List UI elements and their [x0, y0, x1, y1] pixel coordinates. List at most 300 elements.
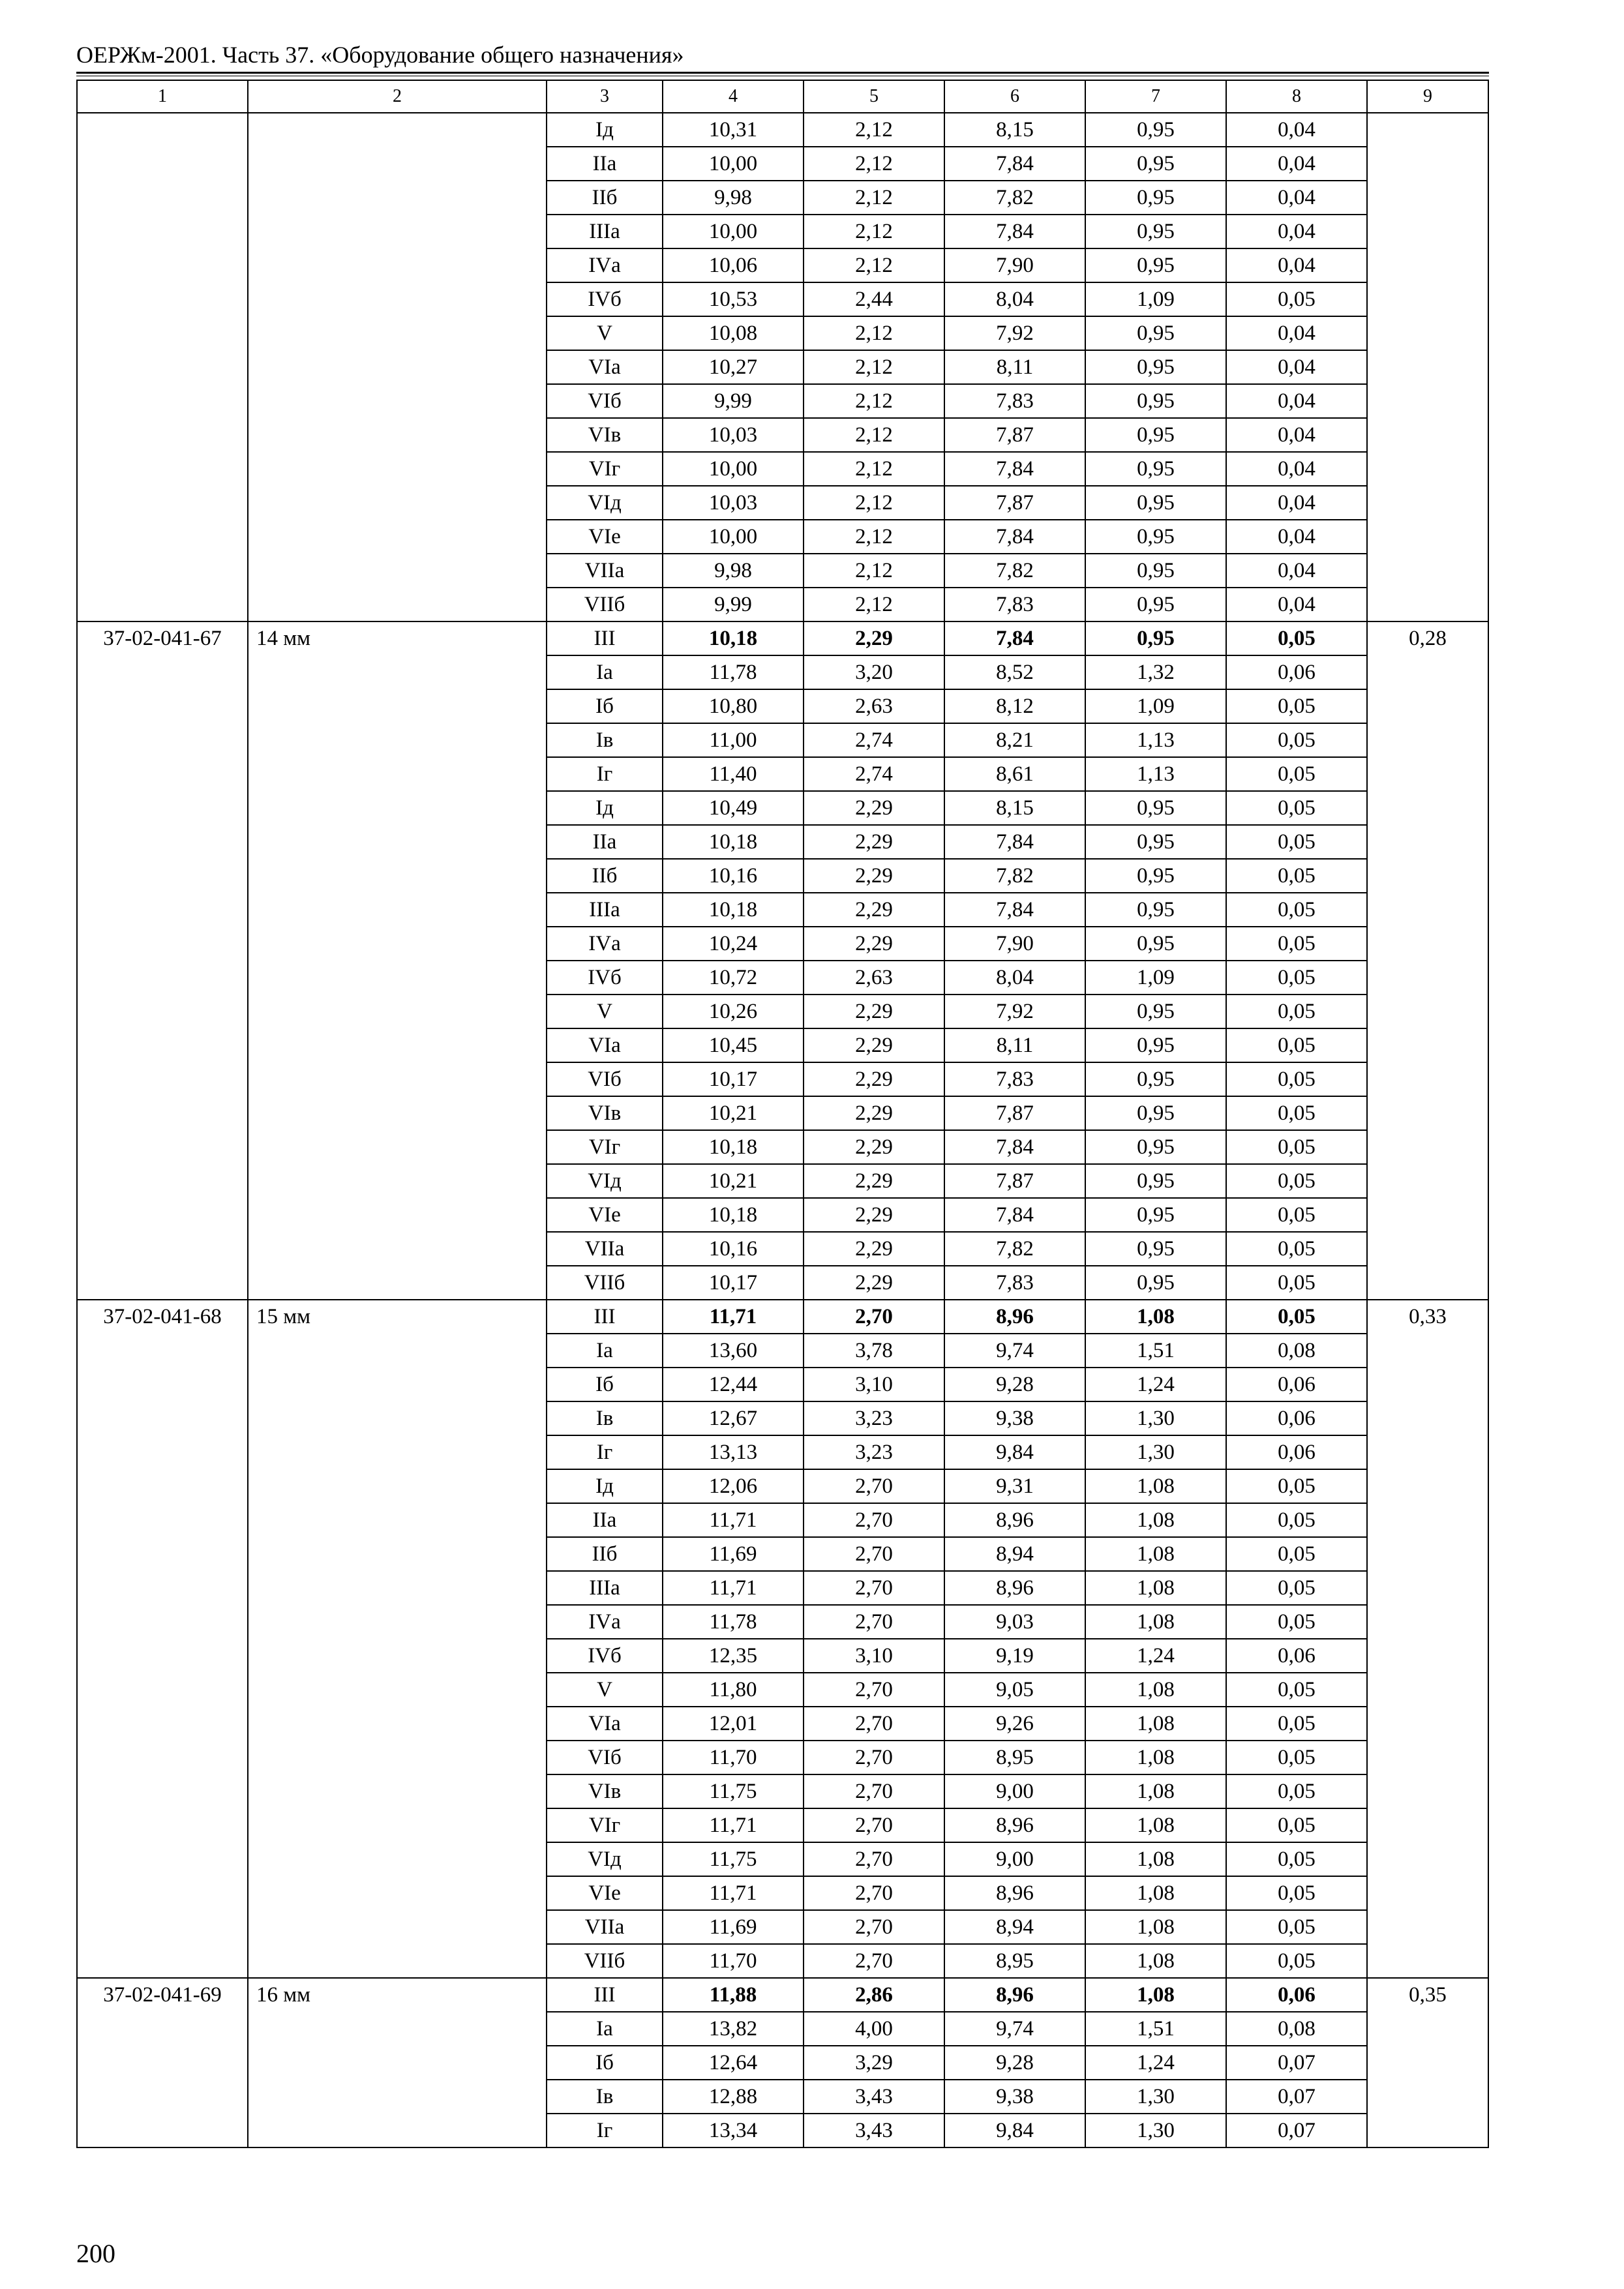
value-cell-6: 9,74 [944, 1334, 1085, 1368]
value-cell-7: 1,08 [1085, 1503, 1226, 1537]
value-cell-6: 8,52 [944, 655, 1085, 689]
rate-code-cell: 37-02-041-68 [77, 1300, 248, 1978]
zone-cell: III [547, 1978, 663, 2012]
value-cell-7: 1,08 [1085, 1469, 1226, 1503]
value-cell-8: 0,05 [1226, 825, 1367, 859]
value-cell-8: 0,04 [1226, 350, 1367, 384]
zone-cell: VIв [547, 418, 663, 452]
value-cell-6: 9,28 [944, 1368, 1085, 1401]
column-number: 4 [663, 80, 804, 113]
value-cell-5: 2,29 [804, 995, 944, 1028]
value-cell-7: 0,95 [1085, 1028, 1226, 1062]
value-cell-5: 2,29 [804, 825, 944, 859]
value-cell-6: 7,82 [944, 181, 1085, 215]
value-cell-7: 1,24 [1085, 1639, 1226, 1673]
zone-cell: Iг [547, 757, 663, 791]
value-cell-4: 11,70 [663, 1944, 804, 1978]
value-cell-8: 0,05 [1226, 1741, 1367, 1774]
value-cell-4: 11,69 [663, 1537, 804, 1571]
value-cell-8: 0,05 [1226, 1842, 1367, 1876]
value-cell-6: 7,83 [944, 588, 1085, 621]
value-cell-5: 2,70 [804, 1673, 944, 1707]
value-cell-4: 10,17 [663, 1266, 804, 1300]
value-cell-4: 11,70 [663, 1741, 804, 1774]
value-cell-5: 3,20 [804, 655, 944, 689]
value-cell-5: 2,70 [804, 1300, 944, 1334]
zone-cell: Iб [547, 1368, 663, 1401]
value-cell-4: 10,18 [663, 1198, 804, 1232]
value-cell-5: 2,12 [804, 554, 944, 588]
zone-cell: IIа [547, 147, 663, 181]
value-cell-4: 10,21 [663, 1164, 804, 1198]
column-number: 2 [248, 80, 547, 113]
zone-cell: III [547, 621, 663, 655]
zone-cell: VIд [547, 486, 663, 520]
value-cell-4: 11,78 [663, 1605, 804, 1639]
value-cell-6: 7,87 [944, 486, 1085, 520]
value-cell-8: 0,05 [1226, 282, 1367, 316]
value-cell-5: 2,12 [804, 520, 944, 554]
value-cell-6: 9,19 [944, 1639, 1085, 1673]
value-cell-6: 8,96 [944, 1300, 1085, 1334]
value-cell-8: 0,05 [1226, 689, 1367, 723]
value-cell-4: 9,99 [663, 384, 804, 418]
zone-cell: IIа [547, 1503, 663, 1537]
value-cell-8: 0,05 [1226, 995, 1367, 1028]
value-cell-4: 11,88 [663, 1978, 804, 2012]
zone-cell: III [547, 1300, 663, 1334]
zone-cell: IVб [547, 961, 663, 995]
value-cell-8: 0,04 [1226, 554, 1367, 588]
value-cell-7: 1,08 [1085, 1808, 1226, 1842]
value-cell-8: 0,05 [1226, 723, 1367, 757]
value-cell-7: 0,95 [1085, 147, 1226, 181]
value-cell-4: 12,35 [663, 1639, 804, 1673]
value-cell-5: 2,29 [804, 1062, 944, 1096]
value-cell-7: 1,08 [1085, 1605, 1226, 1639]
value-cell-8: 0,04 [1226, 452, 1367, 486]
value-cell-4: 11,78 [663, 655, 804, 689]
value-cell-5: 2,29 [804, 859, 944, 893]
value-cell-8: 0,05 [1226, 791, 1367, 825]
value-cell-6: 7,92 [944, 995, 1085, 1028]
value-cell-5: 2,74 [804, 757, 944, 791]
table-row [77, 1300, 1488, 1334]
value-cell-6: 9,00 [944, 1842, 1085, 1876]
zone-cell: Iд [547, 113, 663, 147]
zone-cell: IIIа [547, 1571, 663, 1605]
value-cell-5: 2,70 [804, 1842, 944, 1876]
zone-cell: IVа [547, 1605, 663, 1639]
value-cell-8: 0,05 [1226, 1537, 1367, 1571]
value-cell-4: 10,00 [663, 520, 804, 554]
value-cell-6: 8,95 [944, 1944, 1085, 1978]
value-cell-8: 0,05 [1226, 1808, 1367, 1842]
value-cell-7: 1,30 [1085, 1401, 1226, 1435]
value-cell-6: 8,15 [944, 791, 1085, 825]
value-cell-5: 2,44 [804, 282, 944, 316]
value-cell-5: 2,29 [804, 1028, 944, 1062]
zone-cell: VIд [547, 1842, 663, 1876]
value-cell-7: 0,95 [1085, 452, 1226, 486]
value-cell-7: 1,08 [1085, 1842, 1226, 1876]
value-cell-7: 0,95 [1085, 927, 1226, 961]
value-cell-9 [1367, 113, 1488, 621]
value-cell-7: 1,08 [1085, 1876, 1226, 1910]
value-cell-8: 0,04 [1226, 147, 1367, 181]
value-cell-6: 7,84 [944, 452, 1085, 486]
value-cell-7: 1,24 [1085, 1368, 1226, 1401]
zone-cell: Iд [547, 1469, 663, 1503]
value-cell-6: 8,61 [944, 757, 1085, 791]
value-cell-8: 0,05 [1226, 1910, 1367, 1944]
value-cell-8: 0,07 [1226, 2080, 1367, 2114]
value-cell-5: 3,29 [804, 2046, 944, 2080]
value-cell-4: 12,01 [663, 1707, 804, 1741]
value-cell-7: 0,95 [1085, 791, 1226, 825]
value-cell-5: 2,70 [804, 1605, 944, 1639]
value-cell-8: 0,05 [1226, 1164, 1367, 1198]
value-cell-6: 7,83 [944, 1062, 1085, 1096]
zone-cell: IIIа [547, 215, 663, 248]
column-number: 6 [944, 80, 1085, 113]
value-cell-4: 10,80 [663, 689, 804, 723]
zone-cell: Iб [547, 689, 663, 723]
rate-code-cell: 37-02-041-69 [77, 1978, 248, 2147]
rates-table-body [77, 80, 1488, 2147]
value-cell-6: 9,00 [944, 1774, 1085, 1808]
value-cell-6: 8,11 [944, 350, 1085, 384]
value-cell-8: 0,07 [1226, 2114, 1367, 2147]
value-cell-5: 2,12 [804, 452, 944, 486]
value-cell-8: 0,06 [1226, 1435, 1367, 1469]
value-cell-6: 9,38 [944, 2080, 1085, 2114]
value-cell-5: 2,29 [804, 893, 944, 927]
value-cell-8: 0,05 [1226, 1571, 1367, 1605]
zone-cell: VIIб [547, 588, 663, 621]
value-cell-7: 0,95 [1085, 621, 1226, 655]
value-cell-7: 0,95 [1085, 316, 1226, 350]
zone-cell: IIб [547, 859, 663, 893]
value-cell-7: 1,08 [1085, 1673, 1226, 1707]
value-cell-6: 8,11 [944, 1028, 1085, 1062]
value-cell-4: 13,34 [663, 2114, 804, 2147]
value-cell-4: 11,80 [663, 1673, 804, 1707]
value-cell-4: 10,08 [663, 316, 804, 350]
value-cell-4: 10,16 [663, 1232, 804, 1266]
page-number: 200 [76, 2239, 115, 2268]
value-cell-8: 0,05 [1226, 927, 1367, 961]
value-cell-8: 0,04 [1226, 588, 1367, 621]
value-cell-5: 2,63 [804, 961, 944, 995]
value-cell-4: 11,75 [663, 1842, 804, 1876]
value-cell-4: 10,72 [663, 961, 804, 995]
value-cell-7: 0,95 [1085, 248, 1226, 282]
value-cell-5: 2,29 [804, 1130, 944, 1164]
value-cell-7: 0,95 [1085, 588, 1226, 621]
value-cell-8: 0,05 [1226, 1876, 1367, 1910]
value-cell-8: 0,04 [1226, 113, 1367, 147]
value-cell-7: 1,08 [1085, 1944, 1226, 1978]
value-cell-5: 2,70 [804, 1503, 944, 1537]
zone-cell: VIб [547, 1062, 663, 1096]
value-cell-8: 0,08 [1226, 1334, 1367, 1368]
value-cell-5: 2,29 [804, 927, 944, 961]
value-cell-5: 2,86 [804, 1978, 944, 2012]
value-cell-6: 7,84 [944, 215, 1085, 248]
value-cell-5: 2,70 [804, 1707, 944, 1741]
value-cell-7: 1,08 [1085, 1537, 1226, 1571]
value-cell-7: 1,51 [1085, 1334, 1226, 1368]
value-cell-6: 9,74 [944, 2012, 1085, 2046]
value-cell-6: 8,94 [944, 1910, 1085, 1944]
value-cell-8: 0,08 [1226, 2012, 1367, 2046]
page-header-title: ОЕРЖм-2001. Часть 37. «Оборудование общего назначения» [76, 42, 684, 68]
zone-cell: V [547, 995, 663, 1028]
value-cell-7: 0,95 [1085, 520, 1226, 554]
value-cell-7: 0,95 [1085, 486, 1226, 520]
value-cell-8: 0,05 [1226, 1198, 1367, 1232]
value-cell-8: 0,05 [1226, 1673, 1367, 1707]
zone-cell: Iб [547, 2046, 663, 2080]
value-cell-7: 1,08 [1085, 1910, 1226, 1944]
value-cell-5: 3,43 [804, 2114, 944, 2147]
value-cell-7: 1,08 [1085, 1978, 1226, 2012]
value-cell-4: 11,71 [663, 1300, 804, 1334]
value-cell-8: 0,05 [1226, 1028, 1367, 1062]
value-cell-8: 0,04 [1226, 316, 1367, 350]
value-cell-4: 10,21 [663, 1096, 804, 1130]
value-cell-7: 0,95 [1085, 554, 1226, 588]
zone-cell: VIIа [547, 554, 663, 588]
column-number: 5 [804, 80, 944, 113]
rate-code-cell: 37-02-041-67 [77, 621, 248, 1300]
value-cell-5: 2,29 [804, 1266, 944, 1300]
zone-cell: Iв [547, 1401, 663, 1435]
value-cell-8: 0,05 [1226, 961, 1367, 995]
value-cell-4: 11,71 [663, 1571, 804, 1605]
value-cell-4: 10,18 [663, 893, 804, 927]
value-cell-6: 7,92 [944, 316, 1085, 350]
value-cell-4: 9,98 [663, 554, 804, 588]
value-cell-5: 2,12 [804, 181, 944, 215]
value-cell-6: 8,96 [944, 1876, 1085, 1910]
zone-cell: IVб [547, 1639, 663, 1673]
rate-size-cell: 16 мм [248, 1978, 547, 2147]
value-cell-7: 0,95 [1085, 350, 1226, 384]
value-cell-4: 11,00 [663, 723, 804, 757]
value-cell-7: 1,24 [1085, 2046, 1226, 2080]
value-cell-6: 7,90 [944, 927, 1085, 961]
value-cell-7: 0,95 [1085, 1130, 1226, 1164]
value-cell-6: 9,28 [944, 2046, 1085, 2080]
value-cell-7: 1,09 [1085, 689, 1226, 723]
value-cell-6: 8,96 [944, 1503, 1085, 1537]
value-cell-7: 1,30 [1085, 1435, 1226, 1469]
value-cell-6: 9,84 [944, 1435, 1085, 1469]
value-cell-6: 8,95 [944, 1741, 1085, 1774]
value-cell-6: 7,87 [944, 1164, 1085, 1198]
zone-cell: VIг [547, 1808, 663, 1842]
value-cell-6: 7,84 [944, 825, 1085, 859]
value-cell-7: 0,95 [1085, 181, 1226, 215]
value-cell-4: 10,00 [663, 452, 804, 486]
zone-cell: Iг [547, 1435, 663, 1469]
value-cell-4: 13,82 [663, 2012, 804, 2046]
zone-cell: Iа [547, 655, 663, 689]
value-cell-7: 0,95 [1085, 1164, 1226, 1198]
zone-cell: IIIа [547, 893, 663, 927]
value-cell-7: 0,95 [1085, 1232, 1226, 1266]
zone-cell: Iв [547, 2080, 663, 2114]
value-cell-7: 1,08 [1085, 1300, 1226, 1334]
value-cell-6: 7,87 [944, 418, 1085, 452]
rate-size-cell: 15 мм [248, 1300, 547, 1978]
value-cell-8: 0,04 [1226, 486, 1367, 520]
value-cell-8: 0,06 [1226, 1978, 1367, 2012]
value-cell-7: 1,08 [1085, 1774, 1226, 1808]
value-cell-4: 10,45 [663, 1028, 804, 1062]
zone-cell: Iа [547, 2012, 663, 2046]
value-cell-7: 0,95 [1085, 1198, 1226, 1232]
zone-cell: VIг [547, 1130, 663, 1164]
value-cell-4: 10,18 [663, 1130, 804, 1164]
value-cell-6: 9,31 [944, 1469, 1085, 1503]
value-cell-4: 10,18 [663, 825, 804, 859]
value-cell-7: 0,95 [1085, 1266, 1226, 1300]
value-cell-4: 9,98 [663, 181, 804, 215]
zone-cell: VIа [547, 350, 663, 384]
value-cell-9: 0,35 [1367, 1978, 1488, 2147]
value-cell-8: 0,04 [1226, 215, 1367, 248]
value-cell-8: 0,05 [1226, 1130, 1367, 1164]
value-cell-4: 11,71 [663, 1503, 804, 1537]
value-cell-5: 2,70 [804, 1910, 944, 1944]
rates-table [76, 80, 1489, 2148]
value-cell-7: 1,08 [1085, 1741, 1226, 1774]
value-cell-8: 0,05 [1226, 1707, 1367, 1741]
zone-cell: VIе [547, 520, 663, 554]
value-cell-5: 2,63 [804, 689, 944, 723]
value-cell-8: 0,04 [1226, 418, 1367, 452]
column-number: 7 [1085, 80, 1226, 113]
value-cell-5: 2,12 [804, 316, 944, 350]
value-cell-5: 2,70 [804, 1876, 944, 1910]
value-cell-5: 2,12 [804, 350, 944, 384]
zone-cell: IVа [547, 927, 663, 961]
value-cell-5: 2,12 [804, 113, 944, 147]
value-cell-5: 2,12 [804, 215, 944, 248]
value-cell-4: 13,13 [663, 1435, 804, 1469]
value-cell-5: 2,12 [804, 418, 944, 452]
value-cell-6: 9,84 [944, 2114, 1085, 2147]
value-cell-4: 10,24 [663, 927, 804, 961]
value-cell-6: 7,84 [944, 1130, 1085, 1164]
value-cell-8: 0,05 [1226, 893, 1367, 927]
value-cell-8: 0,06 [1226, 1639, 1367, 1673]
value-cell-7: 1,51 [1085, 2012, 1226, 2046]
value-cell-4: 12,44 [663, 1368, 804, 1401]
value-cell-4: 10,00 [663, 147, 804, 181]
value-cell-5: 3,10 [804, 1368, 944, 1401]
value-cell-7: 1,30 [1085, 2114, 1226, 2147]
column-number: 8 [1226, 80, 1367, 113]
value-cell-8: 0,05 [1226, 1774, 1367, 1808]
rate-size-cell [248, 113, 547, 621]
value-cell-4: 10,49 [663, 791, 804, 825]
value-cell-7: 1,13 [1085, 757, 1226, 791]
value-cell-8: 0,05 [1226, 1944, 1367, 1978]
value-cell-8: 0,06 [1226, 655, 1367, 689]
value-cell-6: 7,84 [944, 621, 1085, 655]
zone-cell: IIб [547, 1537, 663, 1571]
value-cell-6: 8,21 [944, 723, 1085, 757]
value-cell-6: 8,04 [944, 961, 1085, 995]
value-cell-8: 0,04 [1226, 248, 1367, 282]
value-cell-4: 10,27 [663, 350, 804, 384]
value-cell-8: 0,05 [1226, 1096, 1367, 1130]
value-cell-8: 0,05 [1226, 1300, 1367, 1334]
value-cell-8: 0,05 [1226, 1469, 1367, 1503]
value-cell-6: 7,82 [944, 1232, 1085, 1266]
value-cell-4: 10,26 [663, 995, 804, 1028]
value-cell-5: 3,10 [804, 1639, 944, 1673]
value-cell-4: 11,71 [663, 1876, 804, 1910]
rate-code-cell [77, 113, 248, 621]
value-cell-8: 0,05 [1226, 621, 1367, 655]
value-cell-4: 10,06 [663, 248, 804, 282]
value-cell-5: 2,70 [804, 1469, 944, 1503]
value-cell-7: 0,95 [1085, 825, 1226, 859]
zone-cell: VIе [547, 1198, 663, 1232]
value-cell-8: 0,05 [1226, 1605, 1367, 1639]
zone-cell: IIб [547, 181, 663, 215]
value-cell-8: 0,06 [1226, 1401, 1367, 1435]
value-cell-4: 10,53 [663, 282, 804, 316]
zone-cell: VIIб [547, 1944, 663, 1978]
value-cell-7: 1,08 [1085, 1707, 1226, 1741]
value-cell-5: 2,12 [804, 486, 944, 520]
table-row [77, 113, 1488, 147]
value-cell-5: 2,29 [804, 621, 944, 655]
zone-cell: VIIа [547, 1910, 663, 1944]
value-cell-8: 0,06 [1226, 1368, 1367, 1401]
value-cell-8: 0,04 [1226, 520, 1367, 554]
zone-cell: VIе [547, 1876, 663, 1910]
value-cell-4: 12,88 [663, 2080, 804, 2114]
value-cell-5: 2,70 [804, 1537, 944, 1571]
value-cell-6: 8,96 [944, 1978, 1085, 2012]
value-cell-5: 2,70 [804, 1774, 944, 1808]
value-cell-7: 0,95 [1085, 1062, 1226, 1096]
value-cell-6: 7,83 [944, 384, 1085, 418]
zone-cell: V [547, 1673, 663, 1707]
value-cell-8: 0,05 [1226, 1503, 1367, 1537]
value-cell-7: 1,09 [1085, 961, 1226, 995]
value-cell-5: 2,70 [804, 1944, 944, 1978]
value-cell-4: 11,71 [663, 1808, 804, 1842]
value-cell-5: 2,70 [804, 1571, 944, 1605]
zone-cell: VIв [547, 1774, 663, 1808]
value-cell-6: 9,38 [944, 1401, 1085, 1435]
zone-cell: Iв [547, 723, 663, 757]
table-row [77, 621, 1488, 655]
column-number-row [77, 80, 1488, 113]
value-cell-7: 0,95 [1085, 113, 1226, 147]
value-cell-6: 8,96 [944, 1571, 1085, 1605]
value-cell-6: 8,12 [944, 689, 1085, 723]
value-cell-8: 0,05 [1226, 757, 1367, 791]
